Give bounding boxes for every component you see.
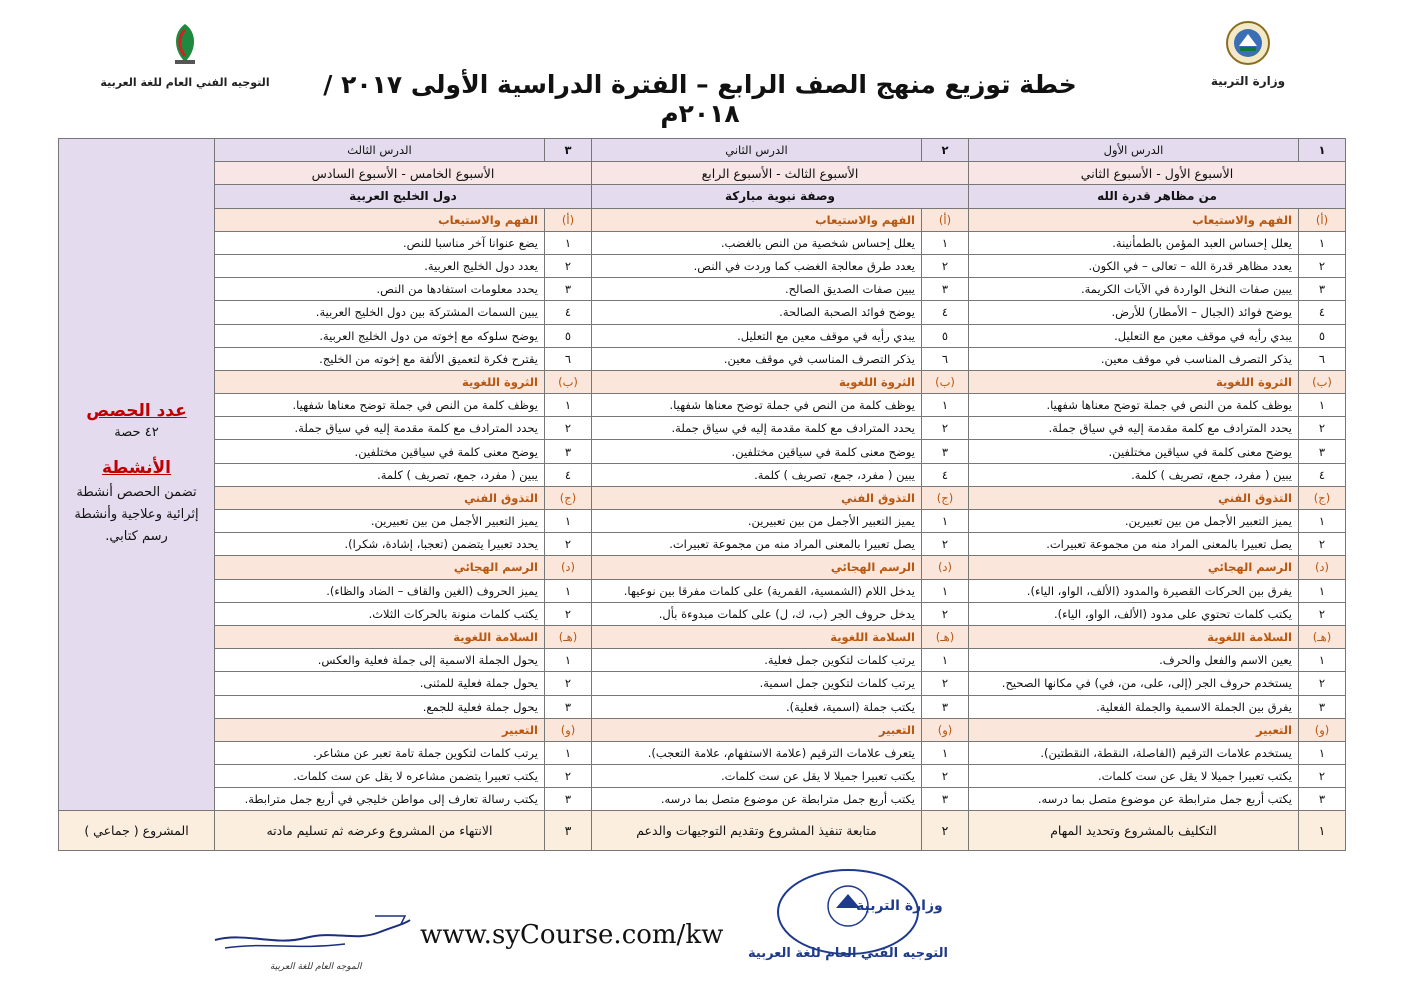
lesson-weeks: الأسبوع الثالث - الأسبوع الرابع [592,162,969,185]
objective-text: يميز الحروف (الغين والقاف – الضاد والظاء). [215,579,545,602]
objective-number: ٢ [922,602,969,625]
objective-number: ٣ [545,788,592,811]
section-label: الرسم الهجائي [969,556,1299,579]
objective-text: يكتب كلمات منونة بالحركات الثلاث. [215,602,545,625]
objective-text: يكتب تعبيرا يتضمن مشاعره لا يقل عن ست كلمات. [215,765,545,788]
objective-row [59,301,1346,324]
objective-text: يحول جملة فعلية للمثنى. [215,672,545,695]
objective-number: ٣ [1299,440,1346,463]
objective-number: ١ [545,649,592,672]
objective-number: ٤ [545,463,592,486]
section-letter: (ج) [545,486,592,509]
objective-text: يعدد مظاهر قدرة الله – تعالى – في الكون. [969,254,1299,277]
objective-text: يوضح سلوكه مع إخوته من دول الخليج العربية. [215,324,545,347]
section-label: التعبير [969,718,1299,741]
objective-text: يعلل إحساس شخصية من النص بالغضب. [592,231,922,254]
objective-text: يعدد دول الخليج العربية. [215,254,545,277]
lesson-number: ٢ [922,139,969,162]
objective-number: ٤ [1299,301,1346,324]
project-step-text: متابعة تنفيذ المشروع وتقديم التوجيهات والدعم [592,811,922,851]
lesson-name: الدرس الثاني [592,139,922,162]
objective-row [59,741,1346,764]
objective-text: يحدد المترادف مع كلمة مقدمة إليه في سياق جملة. [592,417,922,440]
objective-row [59,394,1346,417]
lessons-row [59,139,1346,162]
section-header-row [59,718,1346,741]
objective-row [59,672,1346,695]
objective-number: ٢ [545,533,592,556]
objective-number: ٢ [1299,672,1346,695]
objective-text: يبين صفات النخل الواردة في الآيات الكريمة. [969,278,1299,301]
project-label: المشروع ( جماعي ) [59,811,215,851]
project-step-text: الانتهاء من المشروع وعرضه ثم تسليم مادته [215,811,545,851]
objective-number: ٤ [545,301,592,324]
section-letter: (هـ) [922,625,969,648]
objective-number: ١ [1299,510,1346,533]
objective-number: ٣ [922,278,969,301]
objective-text: يميز التعبير الأجمل من بين تعبيرين. [215,510,545,533]
signature-caption: الموجه العام للغة العربية [270,962,362,972]
objective-text: يبدي رأيه في موقف معين مع التعليل. [592,324,922,347]
objective-number: ٤ [922,463,969,486]
objective-number: ١ [1299,394,1346,417]
section-label: التذوق الفني [215,486,545,509]
section-header-row [59,370,1346,393]
section-header-row [59,625,1346,648]
objective-text: يوضح فوائد (الجبال – الأمطار) للأرض. [969,301,1299,324]
objective-number: ١ [922,649,969,672]
objective-number: ١ [545,579,592,602]
objective-text: يوظف كلمة من النص في جملة توضح معناها شفهيا. [592,394,922,417]
objective-text: يميز التعبير الأجمل من بين تعبيرين. [592,510,922,533]
objective-text: يدخل حروف الجر (ب، ك، ل) على كلمات مبدوءة بأل. [592,602,922,625]
section-header-row [59,486,1346,509]
objective-text: يبين صفات الصديق الصالح. [592,278,922,301]
objective-text: يحول جملة فعلية للجمع. [215,695,545,718]
objective-number: ٤ [922,301,969,324]
objective-text: يعدد طرق معالجة الغضب كما وردت في النص. [592,254,922,277]
objective-row [59,440,1346,463]
objective-row [59,254,1346,277]
topics-row [59,185,1346,208]
objective-text: يرتب كلمات لتكوين جمل فعلية. [592,649,922,672]
objective-text: يستخدم حروف الجر (إلى، على، من، في) في مكانها الصحيح. [969,672,1299,695]
section-label: الرسم الهجائي [215,556,545,579]
curriculum-table [58,138,1346,851]
activities-text: تضمن الحصص أنشطة إثرائية وعلاجية وأنشطة رسم كتابي. [74,485,199,545]
guidance-emblem-icon [165,20,205,66]
lesson-topic: دول الخليج العربية [215,185,592,208]
lesson-topic: من مظاهر قدرة الله [969,185,1346,208]
objective-number: ٢ [1299,254,1346,277]
objective-text: يكتب كلمات تحتوي على مدود (الألف، الواو، الياء). [969,602,1299,625]
objective-number: ٢ [1299,602,1346,625]
objective-row [59,417,1346,440]
section-label: التعبير [592,718,922,741]
objective-text: يميز التعبير الأجمل من بين تعبيرين. [969,510,1299,533]
objective-text: يرتب كلمات لتكوين جمل اسمية. [592,672,922,695]
objective-number: ١ [922,510,969,533]
objective-text: يحول الجملة الاسمية إلى جملة فعلية والعكس. [215,649,545,672]
objective-number: ١ [922,231,969,254]
objective-row [59,533,1346,556]
objective-text: يوضح معنى كلمة في سياقين مختلفين. [592,440,922,463]
section-label: التذوق الفني [592,486,922,509]
objective-number: ٦ [922,347,969,370]
objective-row [59,278,1346,301]
objective-number: ٢ [1299,417,1346,440]
weeks-row [59,162,1346,185]
objective-text: يكتب تعبيرا جميلا لا يقل عن ست كلمات. [592,765,922,788]
objective-number: ٢ [922,417,969,440]
objective-number: ٢ [1299,533,1346,556]
objective-text: يتعرف علامات الترقيم (علامة الاستفهام، علامة التعجب). [592,741,922,764]
stamp-top-text: وزارة التربية [856,898,943,914]
section-letter: (هـ) [545,625,592,648]
objective-text: يذكر التصرف المناسب في موقف معين. [592,347,922,370]
section-label: التذوق الفني [969,486,1299,509]
objective-number: ١ [1299,649,1346,672]
objective-number: ١ [922,741,969,764]
objective-text: يصل تعبيرا بالمعنى المراد منه من مجموعة تعبيرات. [592,533,922,556]
project-step-number: ٣ [545,811,592,851]
objective-text: يبين ( مفرد، جمع، تصريف ) كلمة. [969,463,1299,486]
objective-number: ٢ [545,417,592,440]
objective-number: ١ [1299,741,1346,764]
objective-number: ٢ [545,672,592,695]
objective-text: يقترح فكرة لتعميق الألفة مع إخوته من الخليج. [215,347,545,370]
objective-number: ١ [545,231,592,254]
objective-text: يبين ( مفرد، جمع، تصريف ) كلمة. [592,463,922,486]
objective-text: يكتب أربع جمل مترابطة عن موضوع متصل بما درسه. [592,788,922,811]
section-letter: (أ) [922,208,969,231]
lesson-weeks: الأسبوع الخامس - الأسبوع السادس [215,162,592,185]
objective-number: ٦ [1299,347,1346,370]
lesson-name: الدرس الأول [969,139,1299,162]
objective-text: يذكر التصرف المناسب في موقف معين. [969,347,1299,370]
section-label: الرسم الهجائي [592,556,922,579]
section-header-row [59,556,1346,579]
objective-text: يضع عنوانا آخر مناسبا للنص. [215,231,545,254]
objective-number: ٣ [922,440,969,463]
lesson-number: ١ [1299,139,1346,162]
objective-text: يستخدم علامات الترقيم (الفاصلة، النقطة، النقطتين). [969,741,1299,764]
section-letter: (أ) [1299,208,1346,231]
objective-number: ٤ [1299,463,1346,486]
lesson-number: ٣ [545,139,592,162]
periods-value: ٤٢ حصة [114,425,159,441]
objective-number: ٢ [922,254,969,277]
objective-number: ٣ [922,788,969,811]
objective-row [59,649,1346,672]
objective-number: ٣ [545,440,592,463]
ministry-label: وزارة التربية [1210,74,1286,88]
objective-text: يكتب رسالة تعارف إلى مواطن خليجي في أربع جمل مترابطة. [215,788,545,811]
objective-number: ٣ [1299,278,1346,301]
guidance-logo [100,20,270,89]
objective-row [59,765,1346,788]
project-step-text: التكليف بالمشروع وتحديد المهام [969,811,1299,851]
section-letter: (ب) [922,370,969,393]
objective-number: ١ [545,510,592,533]
section-letter: (و) [545,718,592,741]
section-letter: (د) [922,556,969,579]
periods-title: عدد الحصص [86,401,187,422]
objective-row [59,347,1346,370]
objective-text: يوضح فوائد الصحبة الصالحة. [592,301,922,324]
objective-text: يبين السمات المشتركة بين دول الخليج العربية. [215,301,545,324]
objective-number: ٣ [1299,788,1346,811]
official-stamp-icon [736,862,961,982]
page-title: خطة توزيع منهج الصف الرابع – الفترة الدراسية الأولى ٢٠١٧ / ٢٠١٨م [323,70,1077,128]
section-letter: (هـ) [1299,625,1346,648]
objective-text: يبين ( مفرد، جمع، تصريف ) كلمة. [215,463,545,486]
objective-text: يكتب تعبيرا جميلا لا يقل عن ست كلمات. [969,765,1299,788]
objective-number: ١ [545,741,592,764]
section-letter: (ب) [1299,370,1346,393]
section-header-row [59,208,1346,231]
objective-text: يصل تعبيرا بالمعنى المراد منه من مجموعة تعبيرات. [969,533,1299,556]
objective-number: ١ [922,394,969,417]
side-panel [59,139,215,811]
objective-number: ٢ [1299,765,1346,788]
objective-number: ٥ [1299,324,1346,347]
objective-number: ٢ [545,765,592,788]
objective-text: يحدد تعبيرا يتضمن (تعجبا، إشادة، شكرا). [215,533,545,556]
objective-text: يكتب جملة (اسمية، فعلية). [592,695,922,718]
objective-row [59,324,1346,347]
lesson-weeks: الأسبوع الأول - الأسبوع الثاني [969,162,1346,185]
objective-row [59,602,1346,625]
section-label: السلامة اللغوية [969,625,1299,648]
objective-number: ٢ [922,533,969,556]
objective-row [59,510,1346,533]
section-label: التعبير [215,718,545,741]
objective-text: يبدي رأيه في موقف معين مع التعليل. [969,324,1299,347]
project-step-number: ٢ [922,811,969,851]
objective-number: ٢ [545,254,592,277]
objective-number: ٥ [922,324,969,347]
objective-number: ٣ [922,695,969,718]
kuwait-emblem-icon [1225,20,1271,66]
objective-number: ٣ [545,278,592,301]
lesson-topic: وصفة نبوية مباركة [592,185,969,208]
objective-text: يحدد المترادف مع كلمة مقدمة إليه في سياق جملة. [215,417,545,440]
objective-text: يحدد المترادف مع كلمة مقدمة إليه في سياق جملة. [969,417,1299,440]
section-letter: (د) [545,556,592,579]
objective-number: ١ [1299,579,1346,602]
objective-text: يعين الاسم والفعل والحرف. [969,649,1299,672]
section-label: الفهم والاستيعاب [969,208,1299,231]
site-url: www.syCourse.com/kw [420,920,724,950]
section-letter: (و) [1299,718,1346,741]
objective-text: يوظف كلمة من النص في جملة توضح معناها شفهيا. [215,394,545,417]
section-label: السلامة اللغوية [215,625,545,648]
objective-row [59,788,1346,811]
objective-number: ١ [545,394,592,417]
objective-text: يفرق بين الحركات القصيرة والمدود (الألف، الواو، الياء). [969,579,1299,602]
ministry-logo [1198,20,1298,88]
objective-text: يرتب كلمات لتكوين جملة تامة تعبر عن مشاعر. [215,741,545,764]
section-label: الفهم والاستيعاب [215,208,545,231]
objective-number: ٣ [545,695,592,718]
objective-row [59,579,1346,602]
stamp-bottom-text: التوجيه الفني العام للغة العربية [748,946,948,961]
objective-text: يوظف كلمة من النص في جملة توضح معناها شفهيا. [969,394,1299,417]
section-label: الثروة اللغوية [969,370,1299,393]
objective-number: ١ [922,579,969,602]
section-letter: (ب) [545,370,592,393]
section-letter: (ج) [1299,486,1346,509]
objective-number: ٢ [922,765,969,788]
objective-text: يعلل إحساس العبد المؤمن بالطمأنينة. [969,231,1299,254]
section-letter: (د) [1299,556,1346,579]
objective-text: يكتب أربع جمل مترابطة عن موضوع متصل بما درسه. [969,788,1299,811]
activities-title: الأنشطة [101,458,172,479]
guidance-label: التوجيه الفني العام للغة العربية [100,76,270,89]
section-label: السلامة اللغوية [592,625,922,648]
objective-text: يدخل اللام (الشمسية، القمرية) على كلمات مفرقا بين نوعيها. [592,579,922,602]
section-letter: (أ) [545,208,592,231]
objective-number: ١ [1299,231,1346,254]
objective-row [59,695,1346,718]
objective-text: يوضح معنى كلمة في سياقين مختلفين. [969,440,1299,463]
objective-row [59,463,1346,486]
objective-number: ٥ [545,324,592,347]
lesson-name: الدرس الثالث [215,139,545,162]
objective-text: يوضح معنى كلمة في سياقين مختلفين. [215,440,545,463]
project-step-number: ١ [1299,811,1346,851]
section-label: الثروة اللغوية [215,370,545,393]
objective-number: ٢ [545,602,592,625]
objective-number: ٦ [545,347,592,370]
section-letter: (و) [922,718,969,741]
section-label: الفهم والاستيعاب [592,208,922,231]
project-row [59,811,1346,851]
objective-number: ٣ [1299,695,1346,718]
objective-text: يفرق بين الجملة الاسمية والجملة الفعلية. [969,695,1299,718]
section-label: الثروة اللغوية [592,370,922,393]
objective-row [59,231,1346,254]
section-letter: (ج) [922,486,969,509]
objective-number: ٢ [922,672,969,695]
objective-text: يحدد معلومات استفادها من النص. [215,278,545,301]
